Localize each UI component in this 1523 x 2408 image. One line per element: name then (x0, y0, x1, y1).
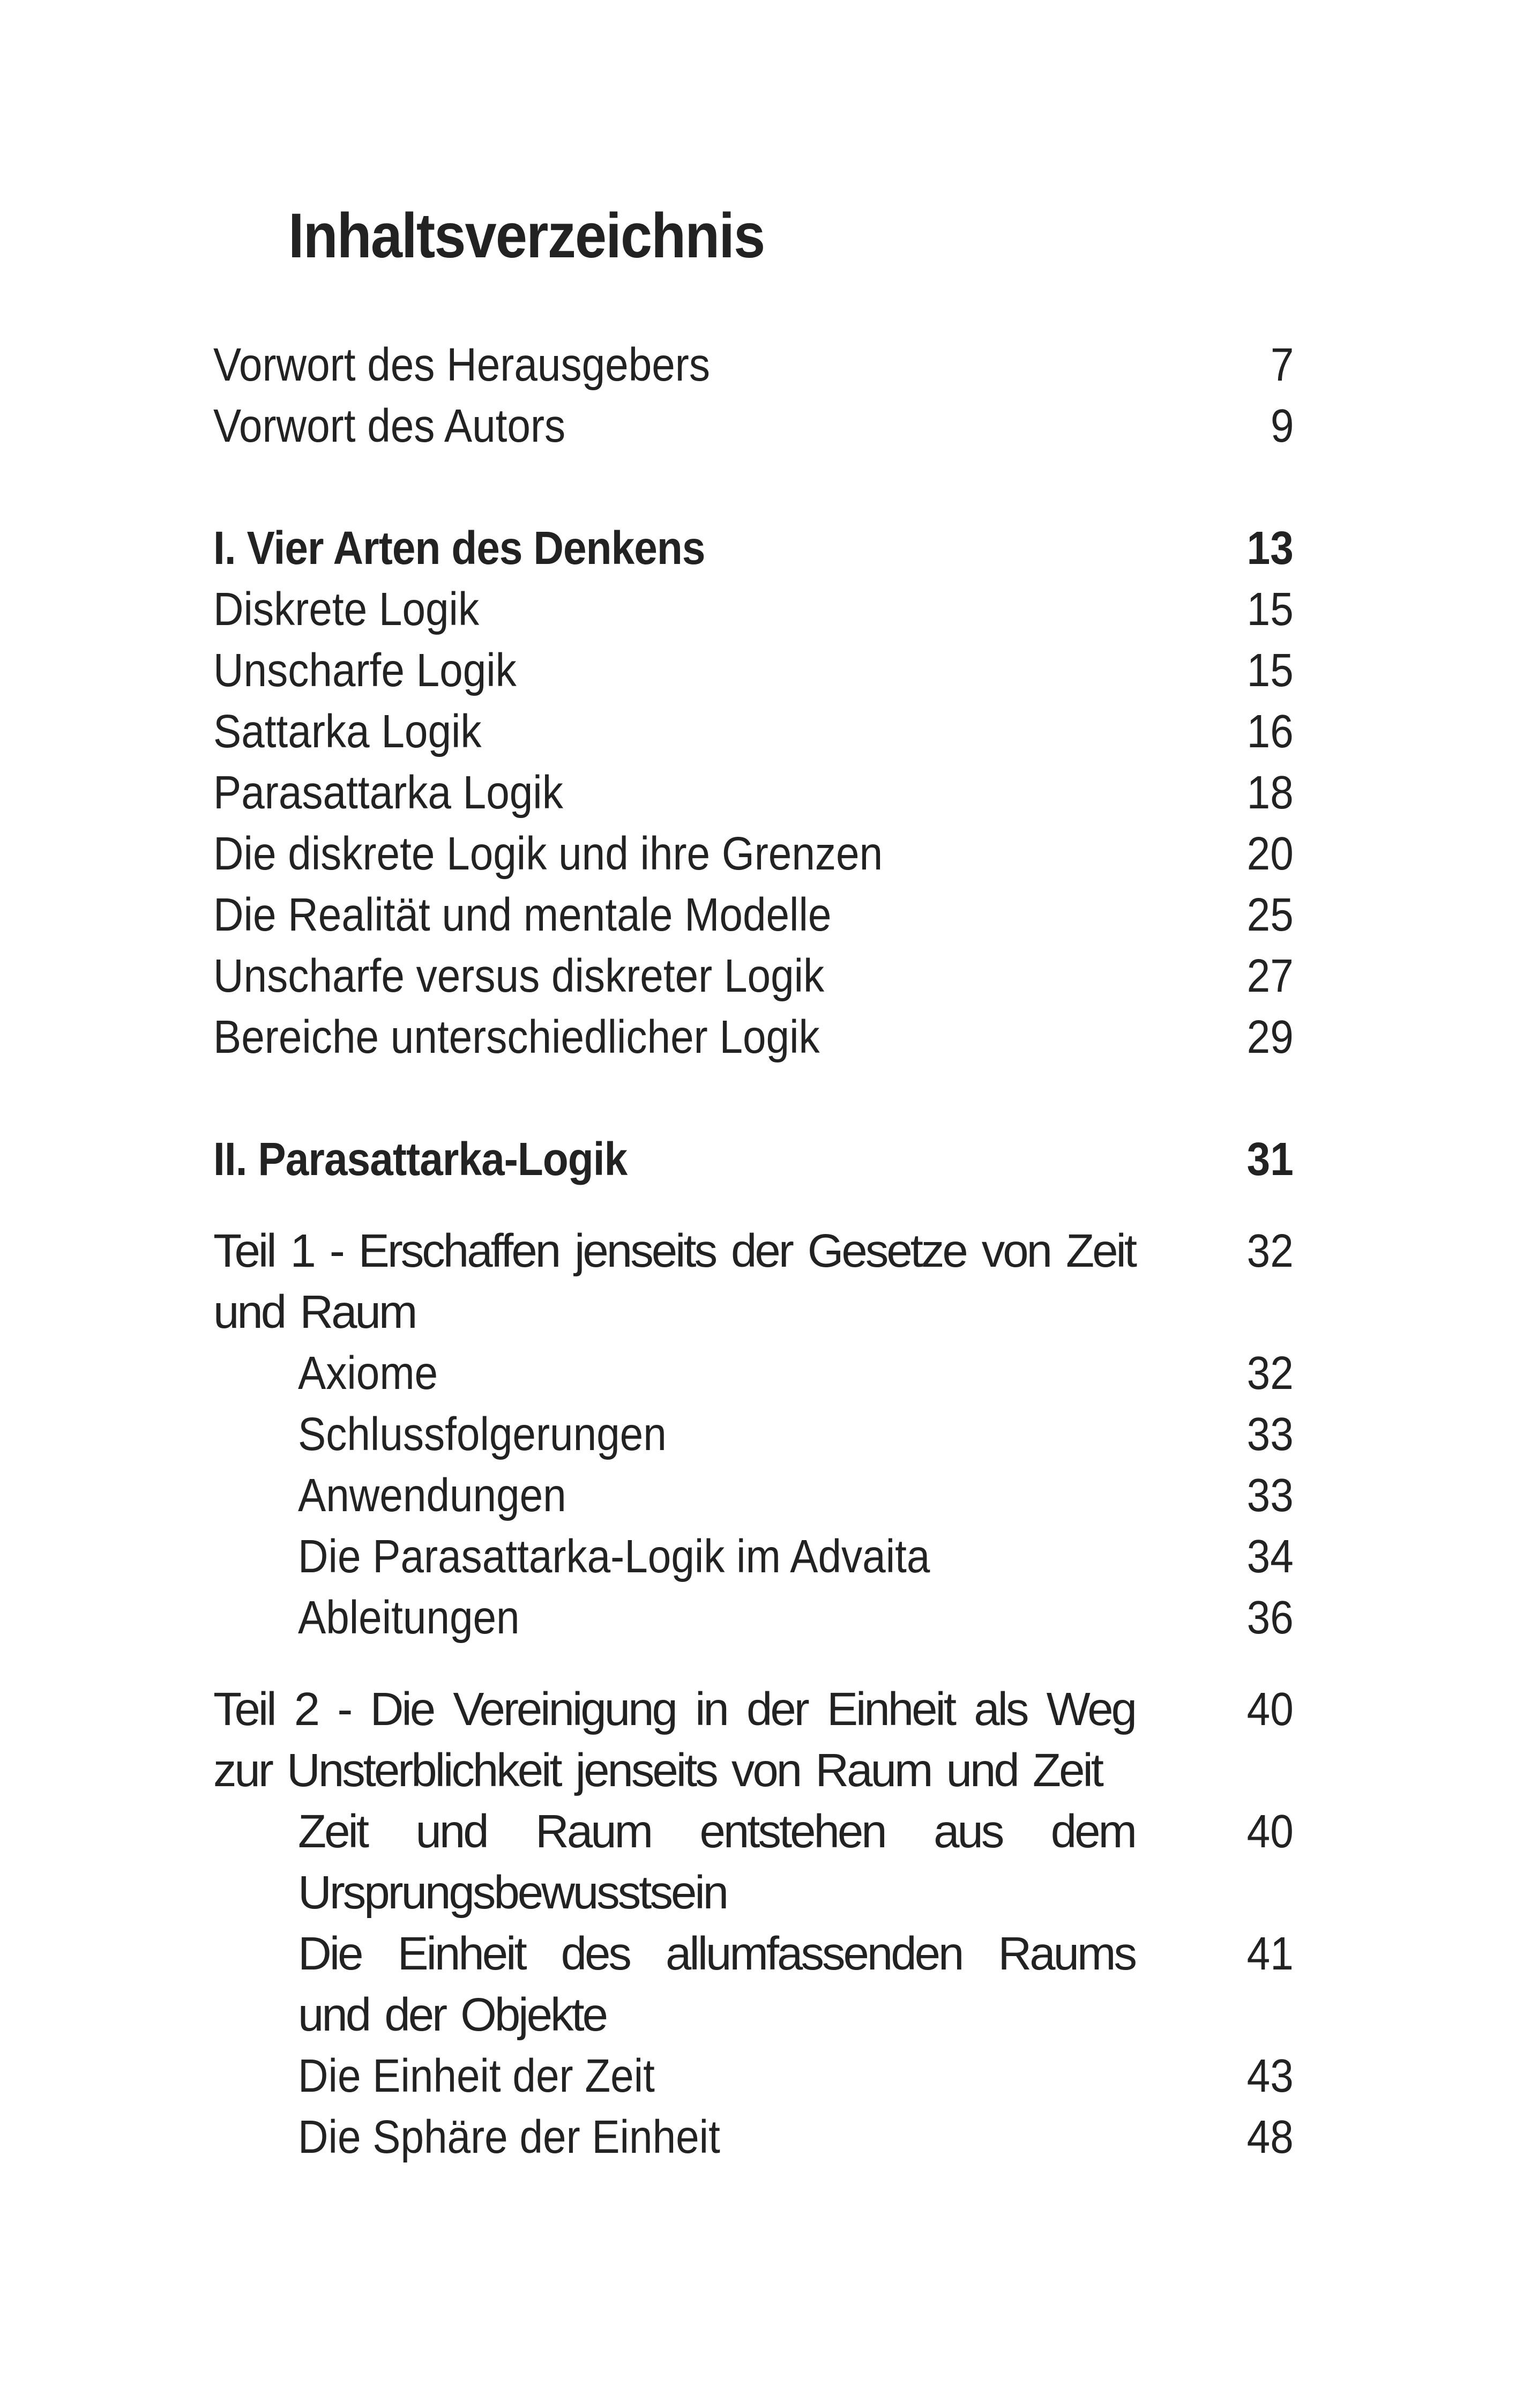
toc-entry-title: Die Einheit der Zeit (298, 2050, 655, 2102)
toc-page-number: 15 (1246, 583, 1294, 635)
toc-page-number: 43 (1246, 2050, 1294, 2102)
toc-entry-title: Parasattarka Logik (213, 767, 563, 819)
toc-page-number: 27 (1246, 950, 1294, 1002)
toc-subentry[interactable] (298, 1587, 1294, 1648)
toc-subentry[interactable] (298, 2107, 1294, 2168)
toc-page-number: 18 (1246, 767, 1294, 819)
toc-page-number: 40 (1246, 1683, 1294, 1735)
toc-entry-title: Teil 2 - Die Vereinigung in der Einheit als Weg zur Unsterblichkeit jenseits von Raum und Zeit (213, 1683, 1135, 1796)
toc-subentry[interactable] (298, 1801, 1294, 1923)
toc-entry[interactable] (213, 946, 1294, 1007)
toc-entry-title: Ableitungen (298, 1592, 520, 1644)
toc-subentry[interactable] (298, 1465, 1294, 1526)
toc-entry-title: Die Realität und mentale Modelle (213, 889, 832, 941)
toc-entry[interactable] (213, 762, 1294, 823)
toc-entry-title: Die Sphäre der Einheit (298, 2111, 720, 2163)
toc-entry-title: Anwendungen (298, 1469, 566, 1521)
toc-page-number: 40 (1246, 1805, 1294, 1857)
toc-entry-title: Schlussfolgerungen (298, 1408, 667, 1460)
toc-chapter-title: II. Parasattarka-Logik (213, 1133, 628, 1185)
toc-entry-title: Vorwort des Autors (213, 400, 566, 452)
toc-page-number: 15 (1246, 644, 1294, 696)
toc-page-number: 34 (1246, 1530, 1294, 1582)
toc-subentry[interactable] (298, 1526, 1294, 1587)
toc-page-number: 25 (1246, 889, 1294, 941)
toc-chapter-1[interactable] (213, 518, 1294, 579)
toc-subentry[interactable] (298, 2046, 1294, 2107)
toc-subentry[interactable] (298, 1343, 1294, 1404)
toc-chapter-title: I. Vier Arten des Denkens (213, 522, 705, 574)
toc-chapter-2[interactable] (213, 1129, 1294, 1190)
toc-page-number: 20 (1246, 828, 1294, 880)
toc-page-number: 33 (1246, 1408, 1294, 1460)
toc-subentry[interactable] (298, 1923, 1294, 2046)
toc-entry-title: Bereiche unterschiedlicher Logik (213, 1011, 820, 1063)
toc-entry-title: Axiome (298, 1347, 438, 1399)
toc-entry-title: Diskrete Logik (213, 583, 480, 635)
toc-entry-title: Unscharfe versus diskreter Logik (213, 950, 825, 1002)
toc-entry[interactable] (213, 701, 1294, 762)
toc-entry[interactable] (213, 823, 1294, 885)
toc-page-number: 48 (1246, 2111, 1294, 2163)
page-title: Inhaltsverzeichnis (288, 200, 765, 271)
toc-page-number: 36 (1246, 1592, 1294, 1644)
toc-subentry[interactable] (298, 1404, 1294, 1465)
toc-part-2[interactable] (213, 1679, 1294, 1801)
toc-entry-title: Vorwort des Herausgebers (213, 339, 711, 391)
toc-page-number: 32 (1246, 1347, 1294, 1399)
toc-entry-vorwort-autor[interactable] (213, 396, 1294, 457)
toc-page-number: 31 (1246, 1133, 1294, 1185)
toc-entry[interactable] (213, 579, 1294, 640)
toc-page-number: 33 (1246, 1469, 1294, 1521)
toc-entry[interactable] (213, 1007, 1294, 1068)
toc-entry[interactable] (213, 640, 1294, 701)
toc-entry-title: Unscharfe Logik (213, 644, 517, 696)
toc-page-number: 9 (1270, 400, 1294, 452)
toc-part-1[interactable] (213, 1221, 1294, 1343)
toc-page-number: 7 (1270, 339, 1294, 391)
toc-page-number: 32 (1246, 1225, 1294, 1277)
toc-page-number: 13 (1246, 522, 1294, 574)
toc-entry-vorwort-herausgeber[interactable] (213, 335, 1294, 396)
toc-entry-title: Die Parasattarka-Logik im Advaita (298, 1530, 930, 1582)
toc-entry-title: Sattarka Logik (213, 705, 482, 757)
toc-page-number: 41 (1246, 1928, 1294, 1980)
toc-entry-title: Teil 1 - Erschaffen jenseits der Gesetze von Zeit und Raum (213, 1225, 1135, 1338)
toc-entry[interactable] (213, 885, 1294, 946)
toc-page-number: 29 (1246, 1011, 1294, 1063)
toc-entry-title: Die Einheit des allumfassenden Raums und der Objekte (298, 1928, 1135, 2041)
toc-entry-title: Die diskrete Logik und ihre Grenzen (213, 828, 883, 880)
toc-page-number: 16 (1246, 705, 1294, 757)
toc-entry-title: Zeit und Raum entstehen aus dem Ursprungsbewusstsein (298, 1805, 1135, 1919)
